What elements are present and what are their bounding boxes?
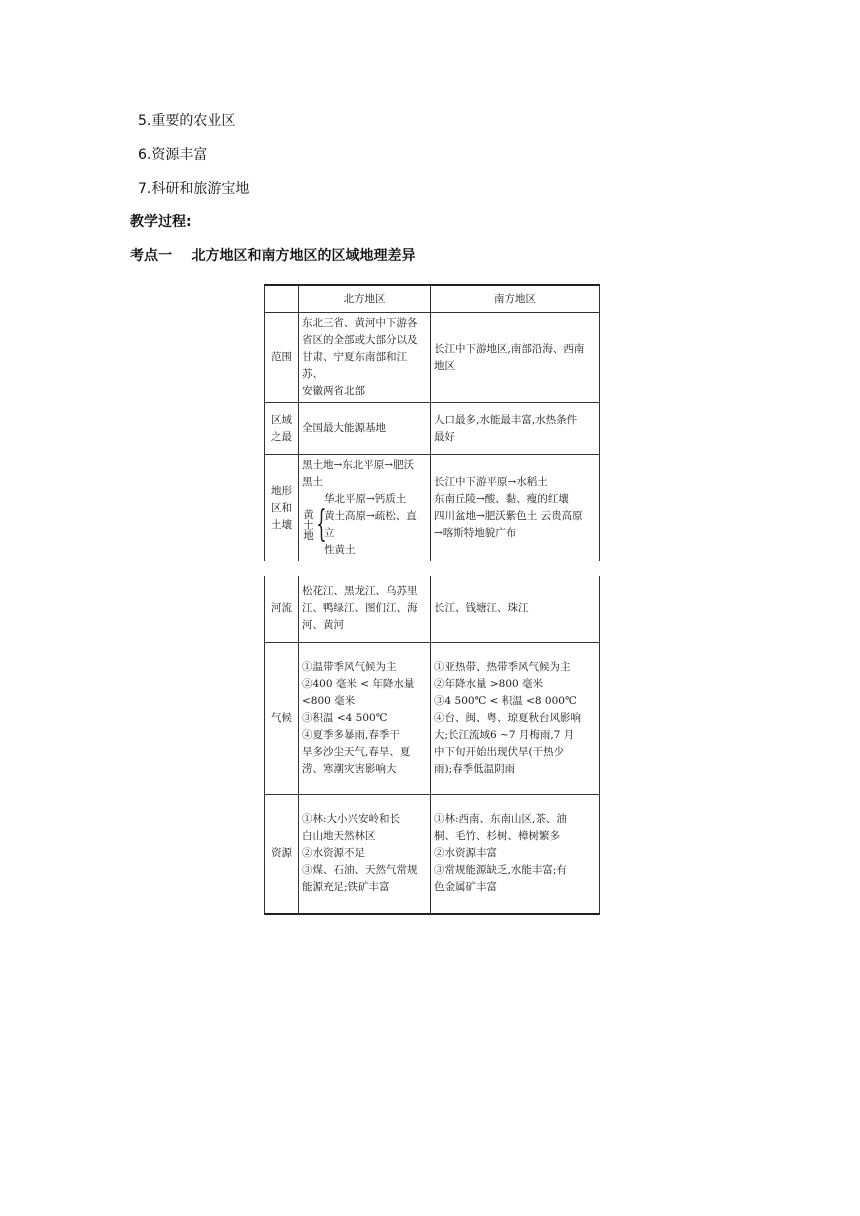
row-climate <box>265 642 600 794</box>
row-resources <box>265 794 600 914</box>
south-climate: ①亚热带、热带季风气候为主 ②年降水量 >800 毫米 ③4 500℃ < 积温 <8 000℃ ④台、闽、粤、琼夏秋台风影响 大;长江流域6 ~7 月梅雨,7 月 中下旬开始出现伏旱(干热少 雨);春季低温阴雨 <box>431 642 600 794</box>
row-scope <box>265 313 600 403</box>
process-heading: 教学过程: <box>130 214 192 230</box>
south-rivers: 长江、钱塘江、珠江 <box>431 576 600 642</box>
row-label-climate: 气候 <box>265 642 299 794</box>
north-superlatives: 全国最大能源基地 <box>299 403 431 455</box>
row-label-rivers: 河流 <box>265 576 299 642</box>
row-rivers <box>265 576 600 642</box>
row-superlatives <box>265 403 600 455</box>
north-resources: ①林:大小兴安岭和长 白山地天然林区 ②水资源不足 ③煤、石油、天然气常规 能源充足;铁矿丰富 <box>299 794 431 914</box>
south-superlatives: 人口最多,水能最丰富,水热条件 最好 <box>431 403 600 455</box>
south-resources: ①林:西南、东南山区,茶、油 桐、毛竹、杉树、樟树繁多 ②水资源丰富 ③常规能源缺乏,水能丰富;有 色金属矿丰富 <box>431 794 600 914</box>
north-rivers: 松花江、黑龙江、乌苏里 江、鸭绿江、图们江、海 河、黄河 <box>299 576 431 642</box>
south-terrain-soil: 长江中下游平原→水稻土 东南丘陵→酸、黏、瘦的红壤 四川盆地→肥沃紫色土 云贵高原 →喀斯特地貌广布 <box>431 455 600 562</box>
loess-group: 黄土地 { 华北平原→钙质土 黄土高原→疏松、直立 性黄土 <box>302 493 417 556</box>
north-scope: 东北三省、黄河中下游各 省区的全部或大部分以及 甘肃、宁夏东南部和江苏、 安徽两省北部 <box>299 313 431 403</box>
loess-label: 黄土地 <box>302 509 314 541</box>
list-item-6: 6.资源丰富 <box>138 147 208 163</box>
north-terrain-soil: 黑土地→东北平原→肥沃 黑土 黄土地 { 华北平原→钙质土 黄土高原→疏松、直立 性黄土 <box>299 455 431 562</box>
north-climate: ①温带季风气候为主 ②400 毫米 < 年降水量 <800 毫米 ③积温 <4 500℃ ④夏季多暴雨,春季干 旱多沙尘天气,春旱、夏 涝、寒潮灾害影响大 <box>299 642 431 794</box>
header-south: 南方地区 <box>431 285 600 313</box>
comparison-table-part1 <box>264 284 600 561</box>
comparison-table-part2 <box>264 576 600 915</box>
topic-heading: 考点一 北方地区和南方地区的区域地理差异 <box>130 248 416 264</box>
list-item-5: 5.重要的农业区 <box>138 113 236 129</box>
row-label-scope: 范围 <box>265 313 299 403</box>
row-terrain-soil <box>265 455 600 562</box>
table-header-row <box>265 285 600 313</box>
brace-icon: { <box>316 504 327 545</box>
row-label-superlatives: 区域 之最 <box>265 403 299 455</box>
header-blank <box>265 285 299 313</box>
row-label-terrain-soil: 地形 区和 土壤 <box>265 455 299 562</box>
header-north: 北方地区 <box>299 285 431 313</box>
row-label-resources: 资源 <box>265 794 299 914</box>
south-scope: 长江中下游地区,南部沿海、西南 地区 <box>431 313 600 403</box>
list-item-7: 7.科研和旅游宝地 <box>138 181 250 197</box>
